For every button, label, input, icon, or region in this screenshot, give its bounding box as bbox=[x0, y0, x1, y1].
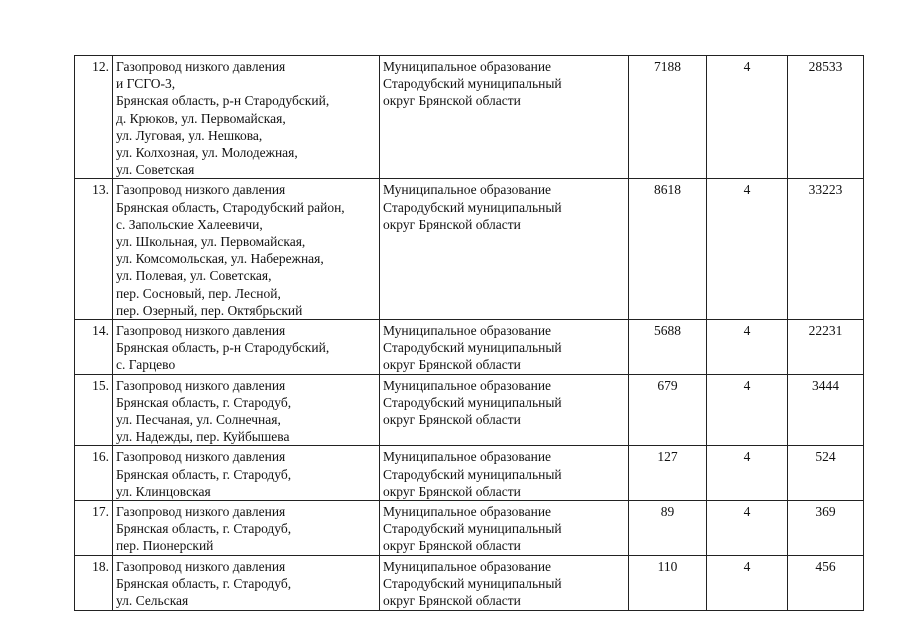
length-value: 8618 bbox=[629, 179, 707, 320]
owner-line: Стародубский муниципальный bbox=[383, 76, 562, 92]
object-description-line: ул. Комсомольская, ул. Набережная, bbox=[116, 251, 324, 267]
cost-value: 22231 bbox=[788, 320, 864, 375]
object-description-line: Газопровод низкого давления bbox=[116, 59, 286, 74]
owner-line: округ Брянской области bbox=[383, 216, 521, 232]
object-description-cell bbox=[113, 555, 380, 610]
owner-line: Стародубский муниципальный bbox=[383, 199, 562, 215]
table-row bbox=[75, 179, 864, 320]
object-description-line: Брянская область, г. Стародуб, bbox=[116, 394, 292, 410]
owner-line: округ Брянской области bbox=[383, 412, 521, 428]
owner-cell bbox=[380, 446, 629, 501]
owner-line: округ Брянской области bbox=[383, 538, 521, 554]
row-number: 15. bbox=[75, 374, 113, 446]
object-description-line: Брянская область, г. Стародуб, bbox=[116, 466, 292, 482]
owner-line: округ Брянской области bbox=[383, 483, 521, 499]
object-description-line: ул. Школьная, ул. Первомайская, bbox=[116, 234, 306, 250]
object-description-cell bbox=[113, 56, 380, 179]
object-description-line: Газопровод низкого давления bbox=[116, 558, 286, 574]
row-number: 13. bbox=[75, 179, 113, 320]
object-description-line: Брянская область, р-н Стародубский, bbox=[116, 93, 330, 109]
object-description-line: Газопровод низкого давления bbox=[116, 504, 286, 520]
object-description-line: ул. Колхозная, ул. Молодежная, bbox=[116, 145, 298, 161]
object-description-cell bbox=[113, 446, 380, 501]
length-value: 5688 bbox=[629, 320, 707, 375]
cost-value: 33223 bbox=[788, 179, 864, 320]
owner-line: Стародубский муниципальный bbox=[383, 340, 562, 356]
row-number: 16. bbox=[75, 446, 113, 501]
owner-cell bbox=[380, 555, 629, 610]
owner-line: Муниципальное образование bbox=[383, 558, 552, 574]
object-description-line: Брянская область, г. Стародуб, bbox=[116, 521, 292, 537]
table-body bbox=[75, 56, 864, 611]
owner-line: округ Брянской области bbox=[383, 593, 521, 609]
object-description-line: ул. Луговая, ул. Нешкова, bbox=[116, 127, 263, 143]
object-description-line: ул. Полевая, ул. Советская, bbox=[116, 268, 272, 284]
object-description-line: с. Гарцево bbox=[116, 357, 176, 373]
object-description-line: ул. Песчаная, ул. Солнечная, bbox=[116, 412, 281, 428]
row-number: 14. bbox=[75, 320, 113, 375]
object-description-cell bbox=[113, 374, 380, 446]
table-row bbox=[75, 374, 864, 446]
owner-cell bbox=[380, 374, 629, 446]
length-value: 89 bbox=[629, 501, 707, 556]
owner-line: Стародубский муниципальный bbox=[383, 466, 562, 482]
object-description-line: Газопровод низкого давления bbox=[116, 377, 286, 393]
owner-line: Муниципальное образование bbox=[383, 182, 552, 198]
owner-cell bbox=[380, 56, 629, 179]
object-description-line: ул. Надежды, пер. Куйбышева bbox=[116, 429, 290, 445]
object-description-line: Брянская область, Стародубский район, bbox=[116, 199, 345, 215]
table-row bbox=[75, 555, 864, 610]
owner-cell bbox=[380, 179, 629, 320]
class-value: 4 bbox=[707, 555, 788, 610]
class-value: 4 bbox=[707, 179, 788, 320]
cost-value: 524 bbox=[788, 446, 864, 501]
owner-line: Муниципальное образование bbox=[383, 504, 552, 520]
class-value: 4 bbox=[707, 446, 788, 501]
object-description-cell bbox=[113, 179, 380, 320]
object-description-line: д. Крюков, ул. Первомайская, bbox=[116, 110, 286, 126]
row-number: 18. bbox=[75, 555, 113, 610]
object-description-line: с. Запольские Халеевичи, bbox=[116, 216, 263, 232]
row-number: 12. bbox=[75, 56, 113, 179]
owner-line: Муниципальное образование bbox=[383, 449, 552, 465]
length-value: 7188 bbox=[629, 56, 707, 179]
object-description-line: пер. Пионерский bbox=[116, 538, 214, 554]
class-value: 4 bbox=[707, 501, 788, 556]
table-row bbox=[75, 56, 864, 179]
owner-cell bbox=[380, 320, 629, 375]
owner-line: округ Брянской области bbox=[383, 357, 521, 373]
object-description-line: ул. Сельская bbox=[116, 593, 189, 609]
object-description-line: ул. Советская bbox=[116, 162, 195, 178]
property-table bbox=[74, 55, 864, 611]
object-description-cell bbox=[113, 320, 380, 375]
cost-value: 456 bbox=[788, 555, 864, 610]
owner-line: Муниципальное образование bbox=[383, 323, 552, 339]
owner-line: Стародубский муниципальный bbox=[383, 521, 562, 537]
owner-line: Стародубский муниципальный bbox=[383, 394, 562, 410]
table-row bbox=[75, 446, 864, 501]
owner-line: округ Брянской области bbox=[383, 93, 521, 109]
table-row bbox=[75, 320, 864, 375]
object-description-line: пер. Сосновый, пер. Лесной, bbox=[116, 285, 281, 301]
class-value: 4 bbox=[707, 320, 788, 375]
cost-value: 369 bbox=[788, 501, 864, 556]
object-description-line: Газопровод низкого давления bbox=[116, 182, 286, 198]
owner-line: Муниципальное образование bbox=[383, 377, 552, 393]
length-value: 127 bbox=[629, 446, 707, 501]
object-description-line: Брянская область, р-н Стародубский, bbox=[116, 340, 330, 356]
row-number: 17. bbox=[75, 501, 113, 556]
class-value: 4 bbox=[707, 56, 788, 179]
object-description-line: и ГСГО-3, bbox=[116, 76, 176, 92]
owner-cell bbox=[380, 501, 629, 556]
object-description-line: пер. Озерный, пер. Октябрьский bbox=[116, 302, 303, 318]
class-value: 4 bbox=[707, 374, 788, 446]
object-description-line: Газопровод низкого давления bbox=[116, 449, 286, 465]
table-row bbox=[75, 501, 864, 556]
cost-value: 3444 bbox=[788, 374, 864, 446]
length-value: 679 bbox=[629, 374, 707, 446]
object-description-line: Брянская область, г. Стародуб, bbox=[116, 575, 292, 591]
owner-line: Муниципальное образование bbox=[383, 59, 552, 74]
cost-value: 28533 bbox=[788, 56, 864, 179]
owner-line: Стародубский муниципальный bbox=[383, 575, 562, 591]
object-description-line: Газопровод низкого давления bbox=[116, 323, 286, 339]
object-description-cell bbox=[113, 501, 380, 556]
object-description-line: ул. Клинцовская bbox=[116, 483, 211, 499]
length-value: 110 bbox=[629, 555, 707, 610]
